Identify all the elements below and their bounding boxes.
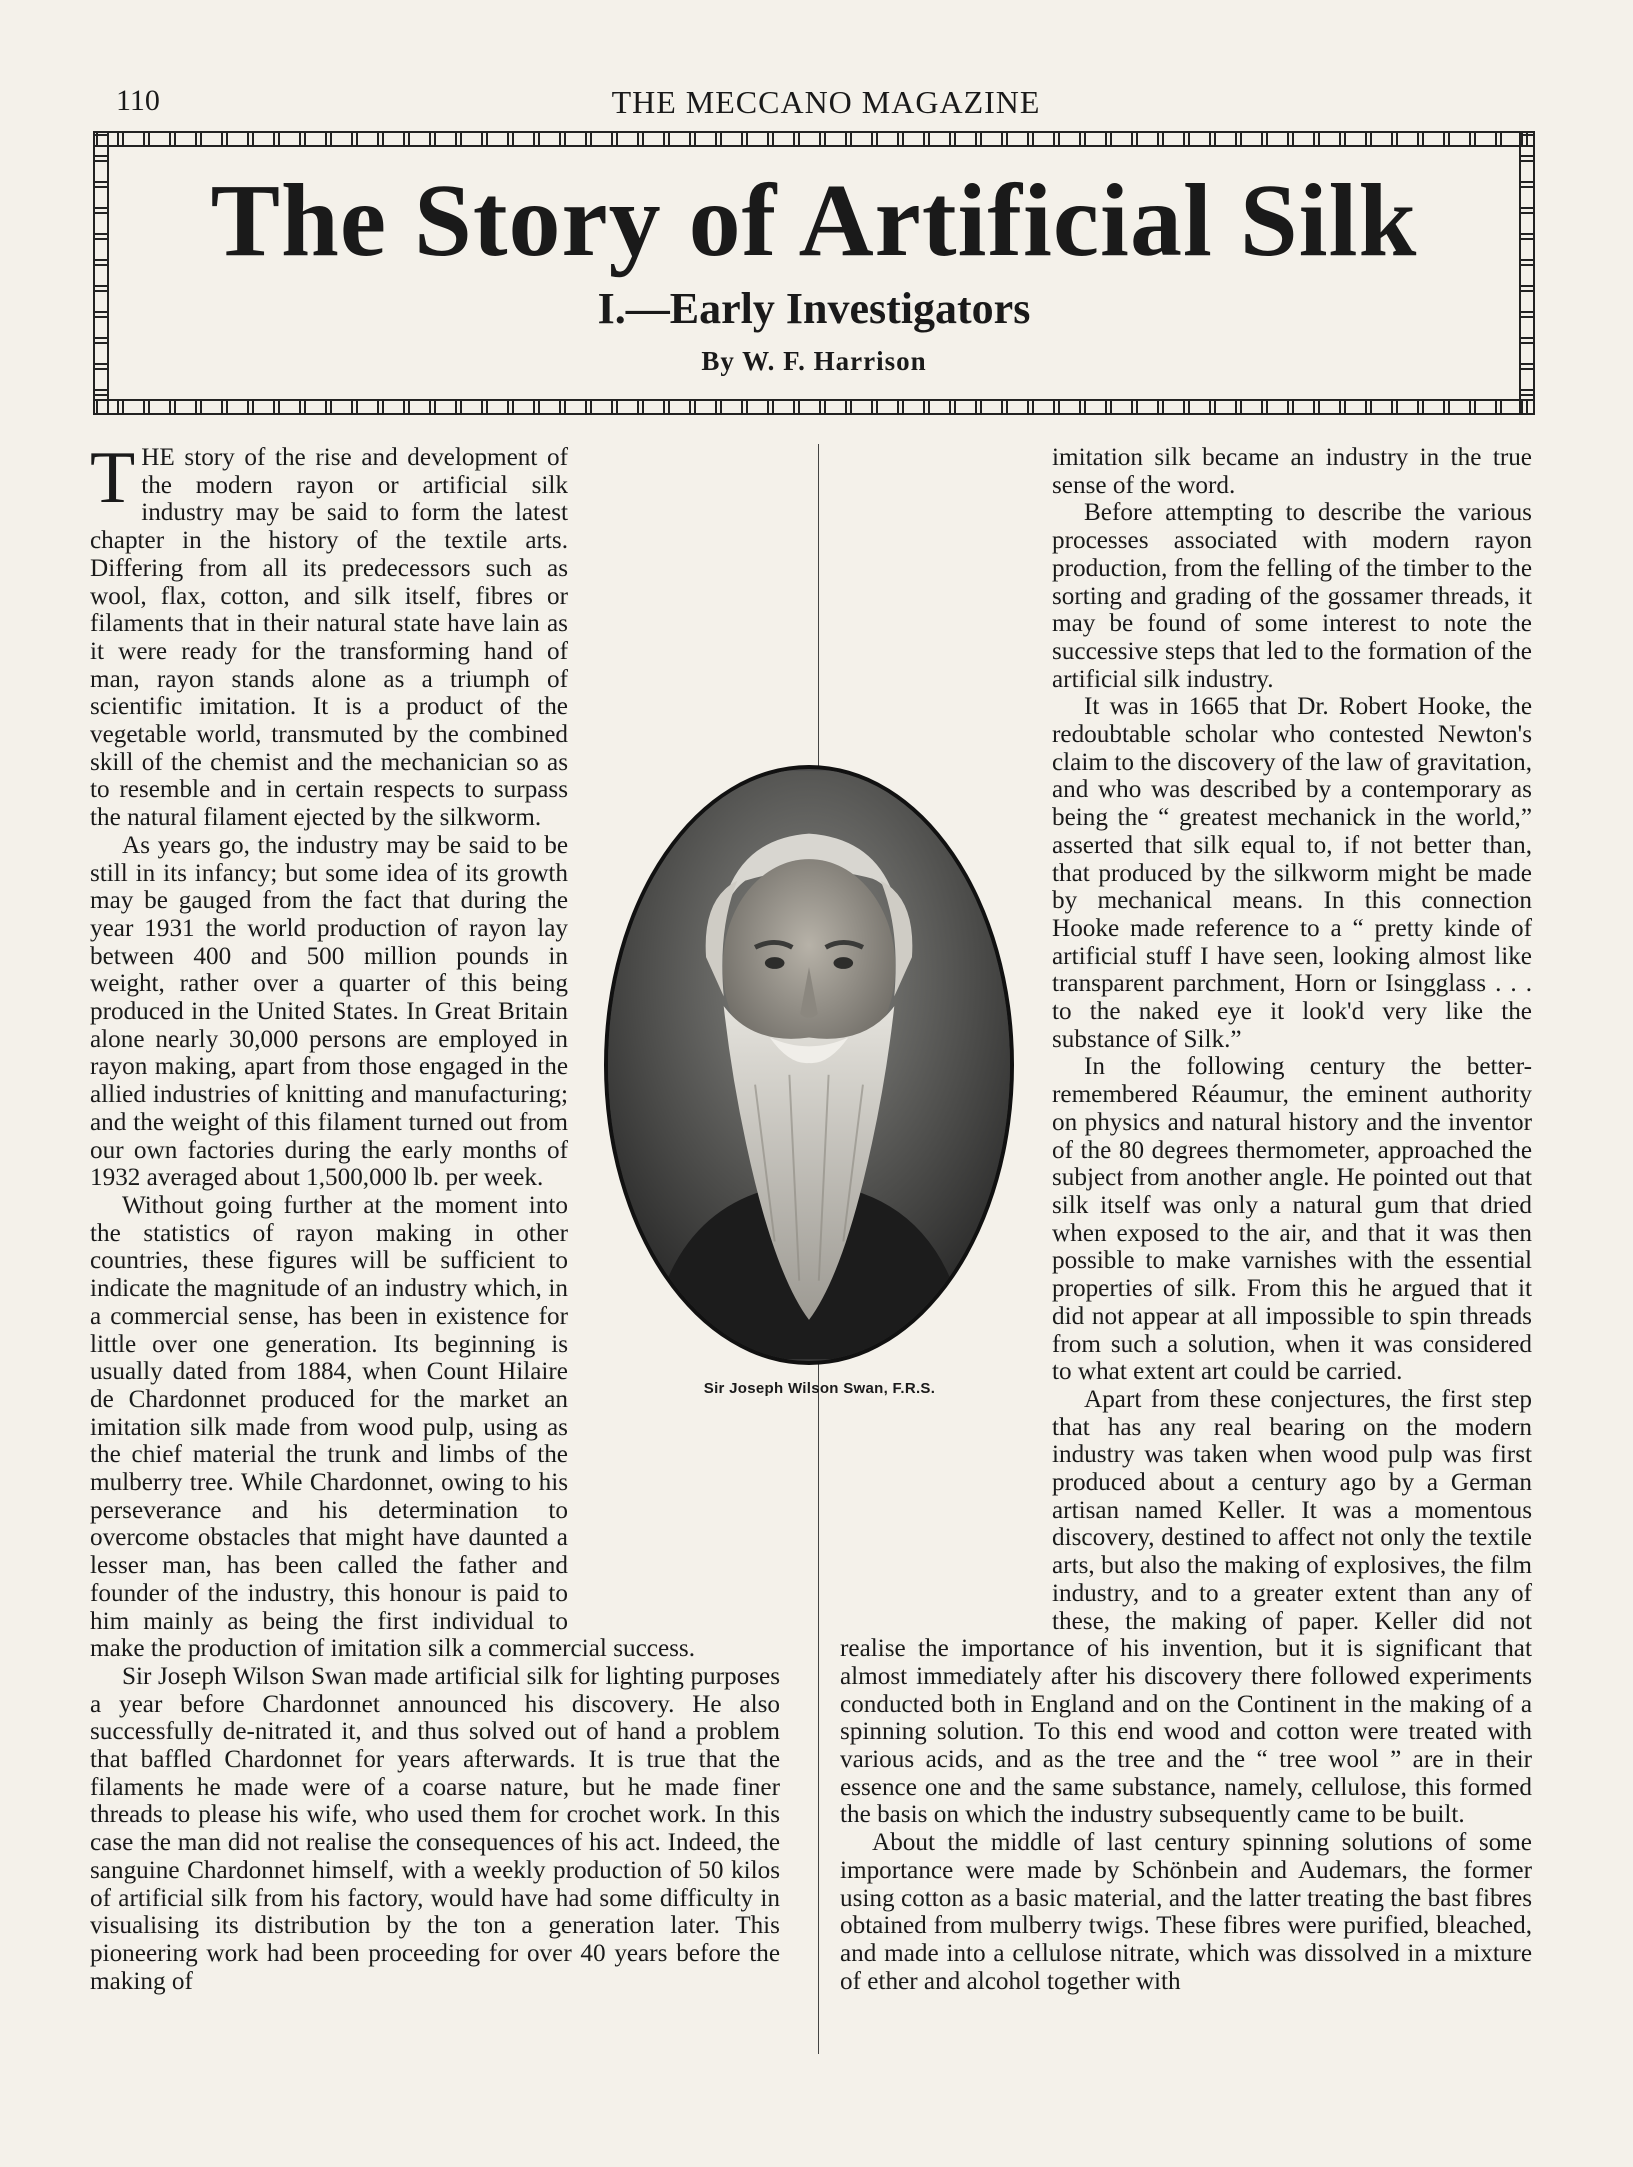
paragraph: Apart from these conjectures, the first step that has any real bearing on the modern industry was taken when wood pulp was first produced about a century ago by a German artisan named Keller. It was a momentous discovery, destined to affect not only the textile arts, but also the making of explosives, the film industry, and to a greater extent than any of these, the making of paper. Keller did not realise the importance of his invention, but it is significant that almost immediately after his discovery there followed experiments conducted both in England and on the Continent in the making of a spinning solution. To this end wood and cotton were treated with various acids, and as the tree and the “ tree wool ” are in their essence one and the same substance, namely, cellulose, this formed the basis on which the industry subsequently came to be built.	[840, 1385, 1532, 1829]
portrait-photo	[604, 765, 1014, 1365]
paragraph-text: HE story of the rise and development of the modern rayon or artificial silk industry may be said to form the latest chapter in the history of the textile arts. Differing from all its predecessors such as wool, flax, cotton, and silk itself, fibres or filaments that in their natural state have lain as it were ready for the transforming hand of man, rayon stands alone as a triumph of scientific imitation. It is a product of the vegetable world, transmuted by the combined skill of the chemist and the mechanician so as to resemble and in certain respects to surpass the natural filament ejected by the silkworm.	[90, 444, 568, 832]
portrait-caption: Sir Joseph Wilson Swan, F.R.S.	[703, 1380, 936, 1397]
byline: By W. F. Harrison	[701, 346, 927, 376]
paragraph: It was in 1665 that Dr. Robert Hooke, the redoubtable scholar who contested Newton's claim to the discovery of the law of gravitation, and who was described by a contemporary as being the “ greatest mechanick in the world,” asserted that silk equal to, if not better than, that produced by the silkworm might be made by mechanical means. In this connection Hooke made reference to a “ pretty kinde of artificial stuff I have seen, looking almost like transparent parchment, Horn or Isingglass . . . to the naked eye it look'd very like the substance of Silk.”	[1052, 693, 1532, 1053]
running-head	[116, 84, 1536, 124]
paragraph: In the following century the better-remembered Réaumur, the eminent authority on physics and natural history and the inventor of the 80 degrees thermometer, approached the subject from another angle. He pointed out that silk itself was only a natural gum that dried when exposed to the air, and that it was then possible to make varnishes with the essential properties of silk. From this he argued that it did not appear at all impossible to spin threads from such a solution, when it was considered to what extent art could be carried.	[1052, 1053, 1532, 1386]
page-number: 110	[116, 84, 160, 117]
decorative-border-top	[93, 131, 1535, 147]
article-title: The Story of Artificial Silk	[210, 163, 1418, 278]
paragraph: Sir Joseph Wilson Swan made artificial silk for lighting purposes a year before Chardonnet announced his discovery. He also successfully de-nitrated it, and thus solved out of hand a problem that baffled Chardonnet for years afterwards. It is true that the filaments he made were of a coarse nature, but he made finer threads to please his wife, who used them for crochet work. In this case the man did not realise the consequences of his act. Indeed, the sanguine Chardonnet himself, with a weekly production of 50 kilos of artificial silk from his factory, would have had some difficulty in visualising its distribution by the ton a generation later. This pioneering work had been proceeding for over 40 years before the making of	[90, 1662, 780, 1995]
title-box	[93, 131, 1535, 415]
drop-cap: T	[90, 437, 136, 519]
portrait-illustration	[608, 769, 1010, 1361]
magazine-title: THE MECCANO MAGAZINE	[611, 84, 1041, 120]
paragraph: As years go, the industry may be said to be still in its infancy; but some idea of its growth may be gauged from the fact that during the year 1931 the world production of rayon lay between 400 and 500 million pounds in weight, rather over a quarter of this being produced in the United States. In Great Britain alone nearly 30,000 persons are employed in rayon making, apart from those engaged in the allied industries of knitting and manufacturing; and the weight of this filament turned out from our own factories during the early months of 1932 averaged about 1,500,000 lb. per week.	[90, 831, 568, 1192]
paragraph: About the middle of last century spinning solutions of some importance were made by Schönbein and Audemars, the former using cotton as a basic material, and the latter treating the bast fibres obtained from mulberry twigs. These fibres were purified, bleached, and made into a cellulose nitrate, which was dissolved in a mixture of ether and alcohol together with	[840, 1829, 1532, 1995]
article-subtitle: I.—Early Investigators	[597, 284, 1031, 333]
paragraph: Before attempting to describe the various processes associated with modern rayon production, from the felling of the timber to the sorting and grading of the gossamer threads, it may be found of some interest to note the successive steps that led to the formation of the artificial silk industry.	[1052, 499, 1532, 693]
decorative-border-bottom	[93, 399, 1535, 415]
paragraph: Without going further at the moment into the statistics of rayon making in other countries, these figures will be sufficient to indicate the magnitude of an industry which, in a commercial sense, has been in existence for little over one generation. Its beginning is usually dated from 1884, when Count Hilaire de Chardonnet produced for the market an imitation silk made from wood pulp, using as the chief material the trunk and limbs of the mulberry tree. While Chardonnet, owing to his perseverance and his determination to overcome obstacles that might have daunted a lesser man, has been called the father and founder of the industry, this honour is paid to him mainly as being the first individual to make the production of imitation silk a commercial success.	[90, 1191, 696, 1663]
paragraph: imitation silk became an industry in the true sense of the word.	[1052, 444, 1532, 499]
